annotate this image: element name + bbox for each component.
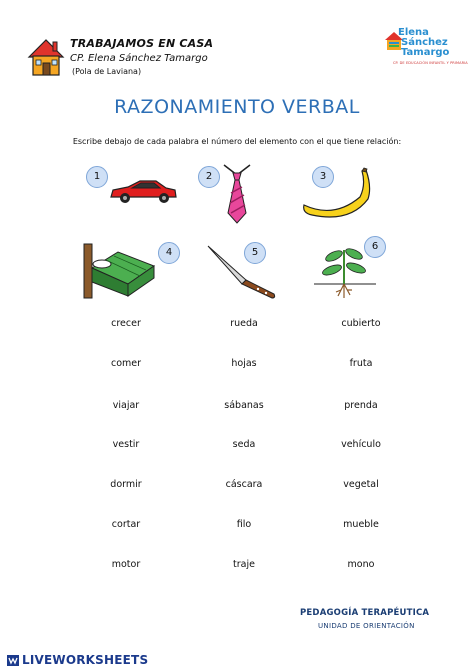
word-item: comer: [110, 358, 142, 369]
word-item: vegetal: [343, 479, 379, 490]
word-item: fruta: [349, 358, 373, 369]
word-item: motor: [111, 559, 141, 570]
item-number: 6: [364, 236, 386, 258]
header-school: CP. Elena Sánchez Tamargo: [70, 53, 208, 64]
word-item: sábanas: [224, 400, 264, 411]
word-item: vestir: [112, 439, 140, 450]
liveworksheets-logo-icon: [6, 654, 20, 667]
word-item: hojas: [231, 358, 257, 369]
word-item: crecer: [111, 318, 141, 329]
word-item: rueda: [230, 318, 258, 329]
word-item: traje: [233, 559, 255, 570]
banana-icon: [300, 167, 372, 221]
item-number: 2: [198, 166, 220, 188]
word-item: vehículo: [341, 439, 381, 450]
word-item: cubierto: [341, 318, 381, 329]
school-logo: [383, 27, 468, 78]
instructions: Escribe debajo de cada palabra el número del elemento con el que tiene relación:: [72, 137, 402, 146]
word-item: seda: [232, 439, 256, 450]
item-number: 3: [312, 166, 334, 188]
logo-line2: Sánchez: [401, 37, 448, 48]
word-item: prenda: [344, 400, 378, 411]
logo-line1: Elena: [398, 27, 429, 38]
footer-unit: UNIDAD DE ORIENTACIÓN: [318, 622, 415, 630]
word-item: dormir: [110, 479, 142, 490]
word-item: mueble: [343, 519, 379, 530]
word-item: mono: [347, 559, 375, 570]
logo-tagline: CP. DE EDUCACIÓN INFANTIL Y PRIMARIA: [393, 61, 468, 65]
item-number: 1: [86, 166, 108, 188]
bed-icon: [80, 242, 158, 300]
plant-icon: [312, 240, 378, 302]
footer-department: PEDAGOGÍA TERAPÉUTICA: [300, 608, 430, 618]
item-number: 4: [158, 242, 180, 264]
word-item: filo: [236, 519, 252, 530]
page-title: RAZONAMIENTO VERBAL: [114, 96, 360, 118]
knife-icon: [206, 244, 278, 300]
word-item: cáscara: [225, 479, 263, 490]
tie-icon: [222, 163, 252, 225]
header-place: (Pola de Laviana): [72, 67, 142, 76]
word-item: cortar: [111, 519, 141, 530]
house-icon: [27, 37, 65, 77]
word-item: viajar: [112, 400, 140, 411]
header-title: TRABAJAMOS EN CASA: [70, 37, 214, 50]
car-icon: [108, 177, 178, 205]
item-number: 5: [244, 242, 266, 264]
logo-line3: Tamargo: [401, 47, 450, 58]
brand-name[interactable]: LIVEWORKSHEETS: [22, 653, 149, 667]
